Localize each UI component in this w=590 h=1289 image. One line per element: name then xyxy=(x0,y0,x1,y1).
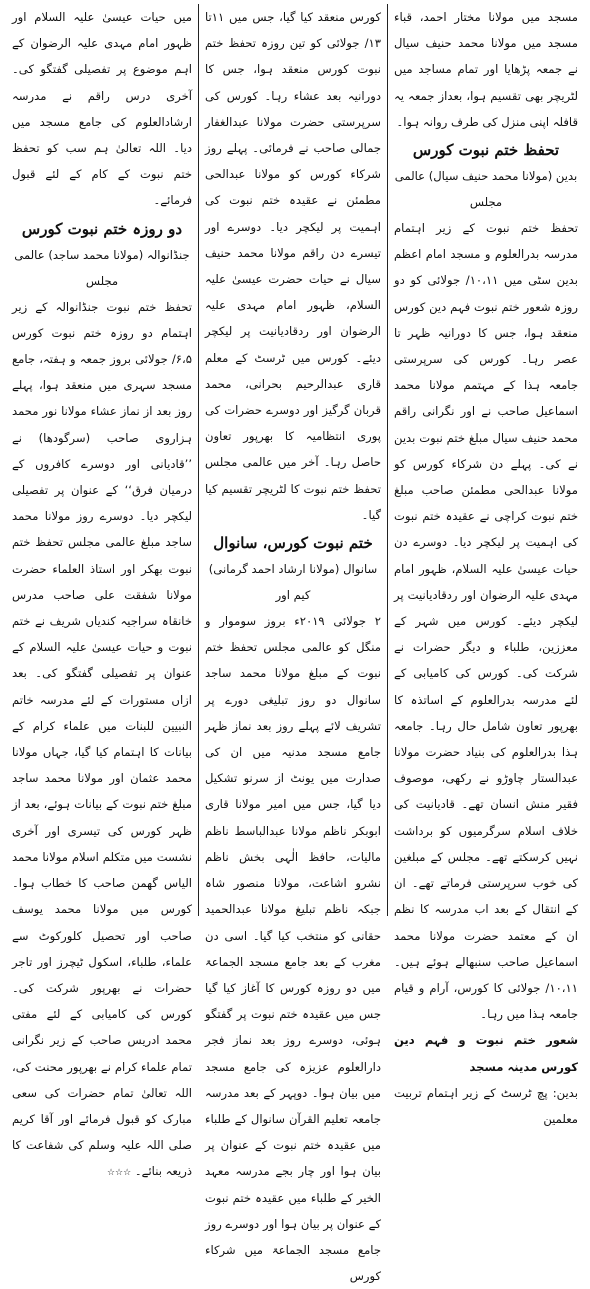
end-mark: ☆☆☆ xyxy=(106,1168,132,1179)
article-body-badin: تحفظ ختم نبوت کے زیر اہتمام مدرسہ بدرالعلوم و مسجد امام اعظم بدین سٹی میں ۱۰،۱۱/ جولائی کو دو روزہ شعور ختم نبوت فہم دین کورس منعقد ہوا، جس کا دورانیہ ظہر تا عصر رہا۔ کورس کی سرپرستی جامعہ ہذا کے مہتمم مولانا محمد اسماعیل صاحب نے اور نگرانی راقم محمد حنیف سیال مبلغ ختم نبوت بدین نے کی۔ پہلے دن شرکاء کورس کو مولانا عبدالحی مطمئن صاحب مبلغ ختم نبوت کراچی نے عقیدہ ختم نبوت کی اہمیت پر لیکچر دیا۔ دوسرے دن حیات عیسیٰ علیہ السلام، ظہور امام مہدی علیہ الرضوان اور ردقادیانیت پر لیکچر دیئے۔ کورس میں شہر کے معززین، طلباء و دیگر حضرات نے شرکت کی۔ کورس کی کامیابی کے لئے مدرسہ بدرالعلوم کے اساتذہ کا بھرپور تعاون شامل حال رہا۔ جامعہ ہذا بدرالعلوم کی بنیاد حضرت مولانا عبدالستار چاوڑو نے رکھی، موصوف فقیر منش انسان تھے۔ قادیانیت کی خلاف اسلام سرگرمیوں کو برداشت نہیں کرسکتے تھے۔ مجلس کے مبلغین کی خوب سرپرستی فرماتے تھے۔ ان کے انتقال کے بعد اب مدرسہ کا نظم ان کے معتمد حضرت مولانا محمد اسماعیل صاحب سنبھالے ہوئے ہیں۔ ۱۰،۱۱/ جولائی کا کورس، آرام و قیام جامعہ ہذا میں رہا۔ xyxy=(394,221,578,1022)
article-heading-badin: تحفظ ختم نبوت کورس xyxy=(412,141,560,160)
article-byline-badin: بدین (مولانا محمد حنیف سیال) عالمی مجلس xyxy=(394,169,578,210)
article-heading-jandanwala: دو روزہ ختم نبوت کورس xyxy=(21,219,183,238)
column-right xyxy=(388,4,584,1126)
article-heading-madina-masjid: شعور ختم نبوت و فہم دین کورس مدینہ مسجد xyxy=(394,1033,578,1074)
article-body-jandanwala xyxy=(12,294,192,1187)
column-middle xyxy=(198,4,388,1284)
column-left-lead: میں حیات عیسیٰ علیہ السلام اور ظہور امام مہدی علیہ الرضوان کے اہم موضوع پر تفصیلی گفتگو کی۔ آخری درس راقم نے مدرسہ ارشادالعلوم کی جامع مسجد میں دیا۔ اللہ تعالیٰ ہم سب کو تحفظ ختم نبوت کے کام کے لئے قبول فرمائے۔ xyxy=(12,10,192,208)
column-right-lead: مسجد میں مولانا مختار احمد، قباء مسجد میں مولانا محمد حنیف سیال نے جمعہ پڑھایا اور تمام مساجد میں لٹریچر بھی تقسیم ہوا، بعداز جمعہ یہ قافلہ اپنی منزل کی طرف روانہ ہوا۔ xyxy=(394,10,578,129)
article-body-jandanwala-text: تحفظ ختم نبوت جنڈانوالہ کے زیر اہتمام دو روزہ ختم نبوت کورس ۶،۵/ جولائی بروز جمعہ و ہفتہ، جامع مسجد سہری میں منعقد ہوا، پہلے روز بعد از نماز عشاء مولانا نور محمد ہزاروی صاحب (سرگودھا) نے ’’قادیانی اور دوسرے کافروں کے درمیان فرق‘‘ کے عنوان پر تفصیلی لیکچر دیا۔ دوسرے روز مولانا محمد ساجد مبلغ عالمی مجلس تحفظ ختم نبوت بھکر اور استاذ العلماء حضرت مولانا شفقت علی صاحب مدرس خانقاہ سراجیہ کندیاں شریف نے ختم نبوت و حیات عیسیٰ علیہ السلام کے عنوان پر تفصیلی گفتگو کی۔ بعد ازاں مستورات کے لئے مدرسہ خاتم النبیین للبنات میں علماء کرام کے بیانات کا اہتمام کیا گیا، جہاں مولانا محمد عثمان اور مولانا محمد ساجد مبلغ ختم نبوت کے بیانات ہوئے، بعد از ظہر کورس کی تیسری اور آخری نشست میں متکلم اسلام مولانا محمد الیاس گھمن صاحب کا خطاب ہوا۔ کورس میں مولانا محمد یوسف صاحب اور تحصیل کلورکوٹ سے علماء، طلباء، اسکول ٹیچرز اور تاجر حضرات نے بھرپور شرکت کی۔ کورس کی کامیابی کے لئے مفتی محمد ادریس صاحب کے زیر نگرانی تمام علماء کرام نے بھرپور محنت کی، اللہ تعالیٰ تمام حضرات کی سعی مبارک کو قبول فرمائے اور آقا کریم صلی اللہ علیہ وسلم کی شفاعت کا ذریعہ بنائے۔ xyxy=(12,299,192,1179)
column-middle-lead: کورس منعقد کیا گیا، جس میں ۱۱تا ۱۳/ جولائی کو تین روزہ تحفظ ختم نبوت کورس منعقد ہوا، جس کا دورانیہ بعد عشاء رہا۔ کورس کی سرپرستی حضرت مولانا عبدالغفار جمالی صاحب نے فرمائی۔ پہلے روز شرکاء کورس کو مولانا عبدالحی مطمئن نے عقیدہ ختم نبوت کی اہمیت پر لیکچر دیا۔ دوسرے اور تیسرے دن راقم مولانا محمد حنیف سیال نے حیات حضرت عیسیٰ علیہ السلام، ظہور امام مہدی علیہ الرضوان اور ردقادیانیت پر لیکچر دیئے۔ کورس میں ٹرسٹ کے معلم قاری عبدالرحیم بحرانی، محمد قربان گرگیز اور دوسرے حضرات کی پوری انتظامیہ کا بھرپور تعاون حاصل رہا۔ آخر میں عالمی مجلس تحفظ ختم نبوت کا لٹریچر تقسیم کیا گیا۔ xyxy=(205,10,381,522)
column-left xyxy=(6,4,198,1179)
article-heading-sanwal: ختم نبوت کورس، سانوال xyxy=(213,534,373,553)
article-body-madina-masjid: بدین: پچ ٹرسٹ کے زیر اہتمام تربیت معلمین xyxy=(394,1085,578,1126)
article-byline-jandanwala: جنڈانوالہ (مولانا محمد ساجد) عالمی مجلس xyxy=(14,247,190,288)
newspaper-page xyxy=(6,4,584,1284)
article-body-sanwal: ۲ جولائی ۲۰۱۹ء بروز سوموار و منگل کو عالمی مجلس تحفظ ختم نبوت کے مبلغ مولانا محمد ساجد سانوال دو روز تبلیغی دورے پر تشریف لائے پہلے روز بعد نماز ظہر جامع مسجد مدنیہ میں ان کی صدارت میں یونٹ از سرنو تشکیل دیا گیا، جس میں امیر مولانا قاری ابوبکر ناظم مولانا عبدالباسط ناظم مالیات، حافظ الٰہی بخش ناظم نشرو اشاعت، مولانا منصور شاہ جبکہ ناظم تبلیغ مولانا عبدالحمید حقانی کو منتخب کیا گیا۔ اسی دن مغرب کے بعد جامع مسجد الجماعۃ میں دو روزہ کورس کا آغاز کیا گیا جس میں عقیدہ ختم نبوت پر گفتگو ہوئی، دوسرے روز بعد نماز فجر دارالعلوم عزیزہ کی جامع مسجد میں بیان ہوا۔ دوپہر کے بعد مدرسہ جامعہ تعلیم القرآن سانوال کے طلباء میں عقیدہ ختم نبوت کے عنوان پر بیان ہوا اور چار بجے مدرسہ معہد الخیر کے طلباء میں عقیدہ ختم نبوت کے عنوان پر بیان ہوا اور دوسرے روز جامع مسجد الجماعۃ میں شرکاء کورس xyxy=(205,614,381,1284)
article-byline-sanwal: سانوال (مولانا ارشاد احمد گرمانی) کیم اور xyxy=(208,562,378,603)
